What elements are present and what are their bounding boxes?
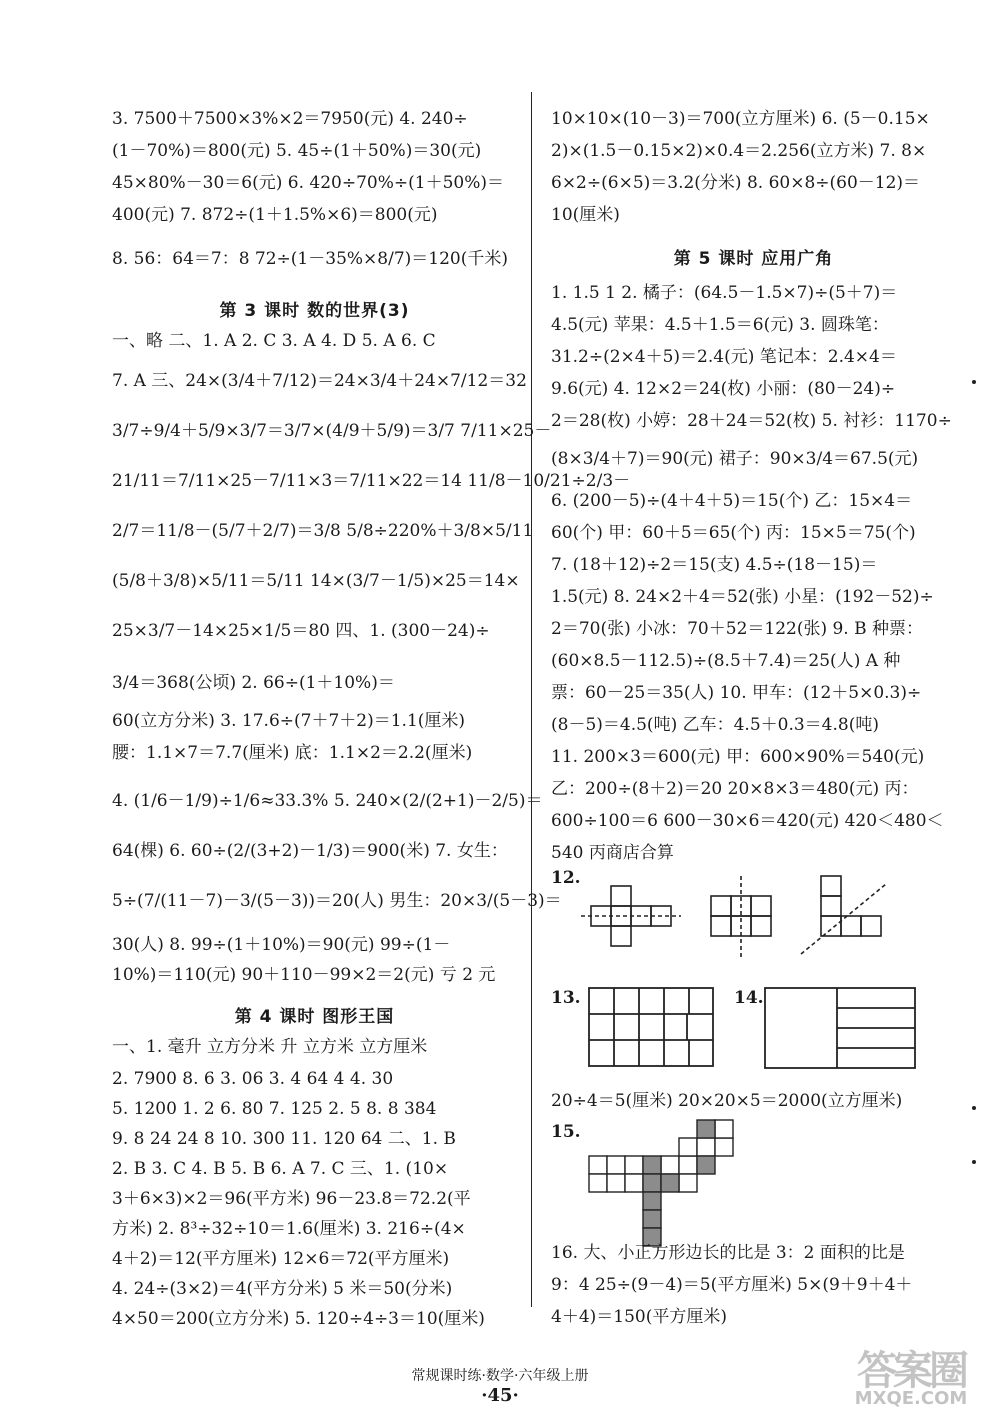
answer-line: 5. 1200 1. 2 6. 80 7. 125 2. 5 8. 8 384 xyxy=(112,1099,437,1119)
page-number: ·45· xyxy=(481,1385,519,1406)
answer-line: 25×3/7－14×25×1/5＝80 四、1. (300－24)÷ xyxy=(112,621,490,641)
answer-line: 21/11＝7/11×25－7/11×3＝7/11×22＝14 11/8－10/21÷2/3－ xyxy=(112,471,631,491)
answer-line: 8. 56：64＝7：8 72÷(1－35%×8/7)＝120(千米) xyxy=(112,249,508,269)
answer-line: 4×50＝200(立方分米) 5. 120÷4÷3＝10(厘米) xyxy=(112,1309,485,1329)
fig13-grid-diagram xyxy=(579,986,719,1070)
fig13-label: 13. xyxy=(551,988,581,1008)
answer-line: 一、1. 毫升 立方分米 升 立方米 立方厘米 xyxy=(112,1037,428,1057)
answer-line: 4＋2)＝12(平方厘米) 12×6＝72(平方厘米) xyxy=(112,1249,450,1269)
watermark-logo xyxy=(844,1339,976,1409)
answer-line: 2. 7900 8. 6 3. 06 3. 4 64 4 4. 30 xyxy=(112,1069,394,1089)
answer-line: 10%)＝110(元) 90＋110－99×2＝2(元) 亏 2 元 xyxy=(112,965,496,985)
answer-line: 3/7÷9/4＋5/9×3/7＝3/7×(4/9＋5/9)＝3/7 7/11×25－ xyxy=(112,421,552,441)
answer-line: 45×80%－30＝6(元) 6. 420÷70%÷(1＋50%)＝ xyxy=(112,173,504,193)
answer-line: 20÷4＝5(厘米) 20×20×5＝2000(立方厘米) xyxy=(551,1091,903,1111)
answer-line: (8－5)＝4.5(吨) 乙车：4.5＋0.3＝4.8(吨) xyxy=(551,715,879,735)
answer-line: 4＋4)＝150(平方厘米) xyxy=(551,1307,727,1327)
answer-line: 10×10×(10－3)＝700(立方厘米) 6. (5－0.15× xyxy=(551,109,930,129)
fig14-label: 14. xyxy=(734,988,764,1008)
answer-line: 1. 1.5 1 2. 橘子：(64.5－1.5×7)÷(5＋7)＝ xyxy=(551,283,898,303)
answer-line: (1－70%)＝800(元) 5. 45÷(1＋50%)＝30(元) xyxy=(112,141,482,161)
answer-line: 64(棵) 6. 60÷(2/(3+2)－1/3)＝900(米) 7. 女生： xyxy=(112,841,508,861)
answer-line: 31.2÷(2×4＋5)＝2.4(元) 笔记本：2.4×4＝ xyxy=(551,347,897,367)
answer-line: 2/7＝11/8－(5/7＋2/7)＝3/8 5/8÷220%＋3/8×5/11 xyxy=(112,521,534,541)
answer-line: 4. (1/6－1/9)÷1/6≈33.3% 5. 240×(2/(2+1)－2/5)＝ xyxy=(112,791,543,811)
margin-mark xyxy=(972,1106,976,1110)
answer-line: (8×3/4＋7)＝90(元) 裙子：90×3/4＝67.5(元) xyxy=(551,449,919,469)
answer-line: 2)×(1.5－0.15×2)×0.4＝2.256(立方米) 7. 8× xyxy=(551,141,927,161)
lesson5-heading: 第 5 课时 应用广角 xyxy=(673,249,834,269)
answer-line: 2. B 3. C 4. B 5. B 6. A 7. C 三、1. (10× xyxy=(112,1159,449,1179)
watermark-text: 答案圈 xyxy=(857,1348,965,1394)
answer-line: 600÷100＝6 600－30×6＝420(元) 420＜480＜ xyxy=(551,811,944,831)
answer-line: 方米) 2. 8³÷32÷10＝1.6(厘米) 3. 216÷(4× xyxy=(112,1219,466,1239)
answer-line: (60×8.5－112.5)÷(8.5＋7.4)＝25(人) A 种 xyxy=(551,651,901,671)
answer-line: (5/8＋3/8)×5/11＝5/11 14×(3/7－1/5)×25＝14× xyxy=(112,571,520,591)
answer-line: 2＝70(张) 小冰：70＋52＝122(张) 9. B 种票： xyxy=(551,619,924,639)
column-separator xyxy=(531,92,532,1307)
answer-line: 一、略 二、1. A 2. C 3. A 4. D 5. A 6. C xyxy=(112,331,436,351)
answer-line: 540 丙商店合算 xyxy=(551,843,674,863)
answer-line: 400(元) 7. 872÷(1＋1.5%×6)＝800(元) xyxy=(112,205,438,225)
answer-line: 2＝28(枚) 小婷：28＋24＝52(枚) 5. 衬衫：1170÷ xyxy=(551,411,952,431)
answer-line: 6×2÷(6×5)＝3.2(分米) 8. 60×8÷(60－12)＝ xyxy=(551,173,921,193)
answer-line: 1.5(元) 8. 24×2＋4＝52(张) 小星：(192－52)÷ xyxy=(551,587,934,607)
margin-mark xyxy=(972,1160,976,1164)
answer-line: 7. A 三、24×(3/4＋7/12)＝24×3/4＋24×7/12＝32 xyxy=(112,371,527,391)
answer-line: 腰：1.1×7＝7.7(厘米) 底：1.1×2＝2.2(厘米) xyxy=(112,743,473,763)
fig12-label: 12. xyxy=(551,868,581,888)
answer-line: 3/4＝368(公顷) 2. 66÷(1＋10%)＝ xyxy=(112,673,395,693)
lesson3-heading: 第 3 课时 数的世界(3) xyxy=(219,301,410,321)
footer-book-title: 常规课时练·数学·六年级上册 xyxy=(411,1368,589,1384)
answer-line: 60(立方分米) 3. 17.6÷(7＋7＋2)＝1.1(厘米) xyxy=(112,711,466,731)
answer-line: 9. 8 24 24 8 10. 300 11. 120 64 二、1. B xyxy=(112,1129,456,1149)
answer-line: 3＋6×3)×2＝96(平方米) 96－23.8＝72.2(平 xyxy=(112,1189,471,1209)
answer-line: 3. 7500＋7500×3%×2＝7950(元) 4. 240÷ xyxy=(112,109,468,129)
answer-line: 9.6(元) 4. 12×2＝24(枚) 小丽：(80－24)÷ xyxy=(551,379,896,399)
lesson4-heading: 第 4 课时 图形王国 xyxy=(234,1007,395,1027)
answer-line: 票：60－25＝35(人) 10. 甲车：(12＋5×0.3)÷ xyxy=(551,683,922,703)
answer-line: 乙：200÷(8＋2)＝20 20×8×3＝480(元) 丙： xyxy=(551,779,919,799)
answer-line: 11. 200×3＝600(元) 甲：600×90%＝540(元) xyxy=(551,747,925,767)
answer-line: 10(厘米) xyxy=(551,205,620,225)
margin-mark xyxy=(972,380,976,384)
answer-line: 9：4 25÷(9－4)＝5(平方厘米) 5×(9＋9＋4＋ xyxy=(551,1275,913,1295)
answer-line: 5÷(7/(11－7)－3/(5－3))＝20(人) 男生：20×3/(5－3)＝ xyxy=(112,891,562,911)
answer-line: 4. 24÷(3×2)＝4(平方分米) 5 米＝50(分米) xyxy=(112,1279,453,1299)
answer-line: 6. (200－5)÷(4＋4＋5)＝15(个) 乙：15×4＝ xyxy=(551,491,913,511)
answer-line: 30(人) 8. 99÷(1＋10%)＝90(元) 99÷(1－ xyxy=(112,935,451,955)
answer-line: 16. 大、小正方形边长的比是 3：2 面积的比是 xyxy=(551,1243,905,1263)
answer-line: 4.5(元) 苹果：4.5＋1.5＝6(元) 3. 圆珠笔： xyxy=(551,315,889,335)
fig12-nets-diagram xyxy=(581,866,951,962)
watermark-url: MXQE.COM xyxy=(854,1388,968,1409)
fig15-label: 15. xyxy=(551,1122,581,1142)
answer-line: 7. (18＋12)÷2＝15(支) 4.5÷(18－15)＝ xyxy=(551,555,878,575)
fig14-rect-diagram xyxy=(761,986,921,1072)
answer-line: 60(个) 甲：60＋5＝65(个) 丙：15×5＝75(个) xyxy=(551,523,916,543)
